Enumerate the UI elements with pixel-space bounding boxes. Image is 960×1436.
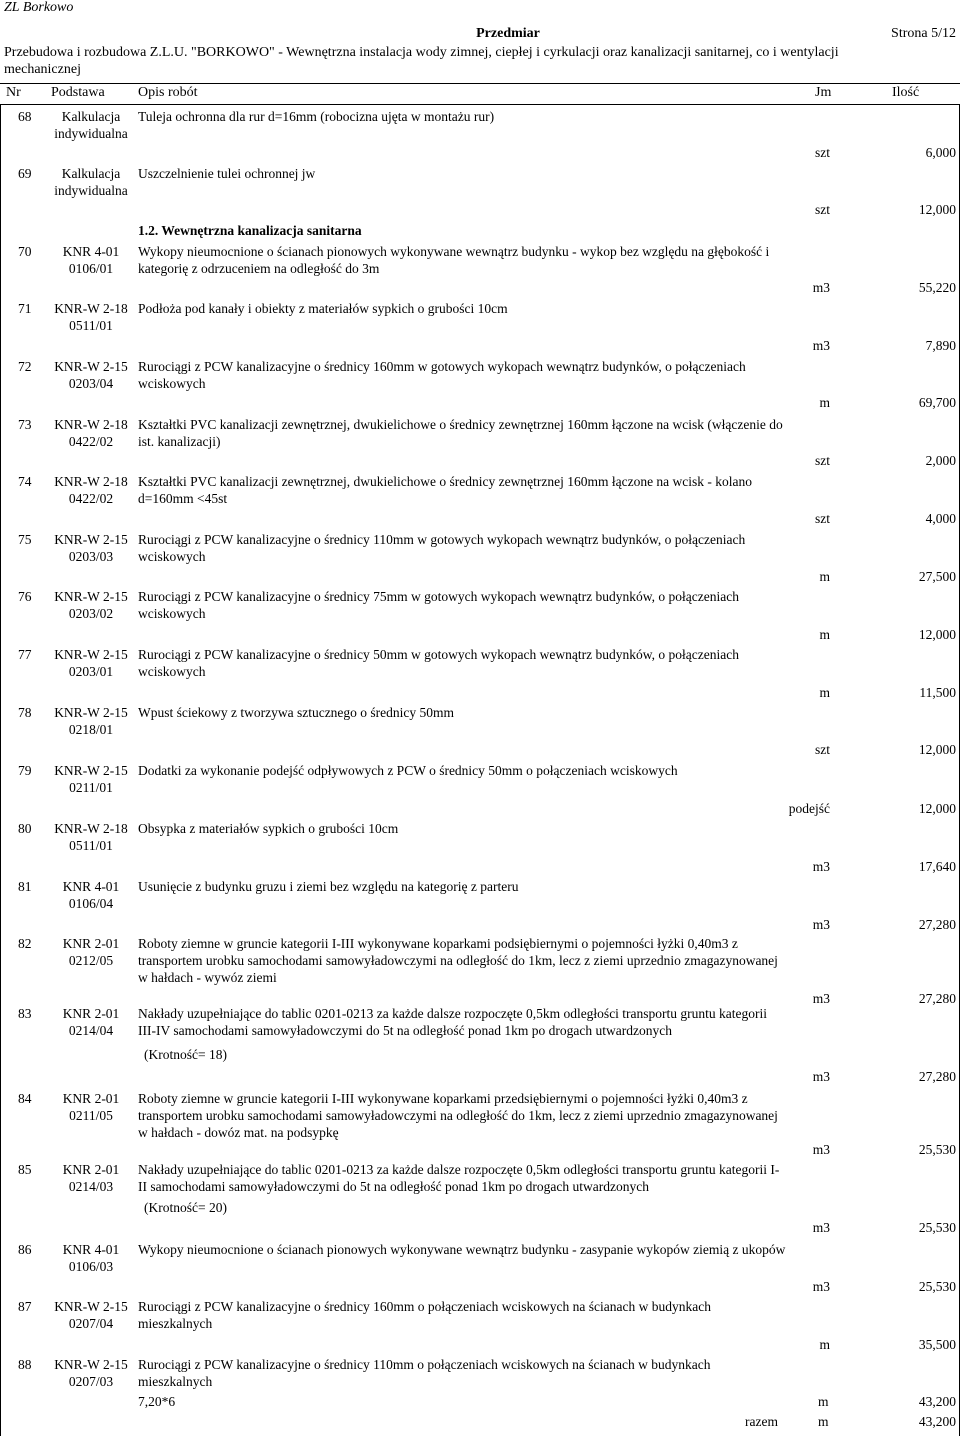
row-podstawa: KNR 4-01 0106/04 — [62, 879, 120, 911]
row-number: 71 — [18, 301, 32, 316]
row-podstawa: KNR-W 2-15 0203/04 — [54, 359, 128, 391]
row-description: Kształtki PVC kanalizacji zewnętrznej, dwukielichowe o średnicy zewnętrznej 160mm łączone na wcisk - kolano d=160mm <45st — [138, 474, 753, 506]
row-description: Dodatki za wykonanie podejść odpływowych z PCW o średnicy 50mm o połączeniach wciskowych — [138, 763, 678, 778]
row-number: 72 — [18, 359, 32, 374]
row-quantity: 4,000 — [925, 511, 956, 526]
company-name: ZL Borkowo — [4, 0, 74, 15]
row-podstawa: KNR 2-01 0214/04 — [62, 1006, 120, 1038]
row-description: Nakłady uzupełniające do tablic 0201-0213 za każde dalsze rozpoczęte 0,5km odległości transportu gruntu kategorii I-II samochodami samowyładowczymi do 5t na odległość ponad 1km po drogach utwardzonych — [138, 1162, 780, 1194]
row-description: Rurociągi z PCW kanalizacyjne o średnicy 110mm o połączeniach wciskowych na ścianach w budynkach mieszkalnych — [138, 1357, 711, 1389]
row-quantity: 25,530 — [918, 1279, 956, 1294]
formula-jm: m — [818, 1394, 829, 1409]
row-quantity: 69,700 — [918, 395, 956, 410]
row-description: Rurociągi z PCW kanalizacyjne o średnicy 160mm o połączeniach wciskowych na ścianach w budynkach mieszkalnych — [138, 1299, 711, 1331]
row-description: Kształtki PVC kanalizacji zewnętrznej, dwukielichowe o średnicy zewnętrznej 160mm łączone na wcisk (włączenie do ist. kanalizacji) — [138, 417, 783, 449]
row-podstawa: Kalkulacja indywidualna — [54, 109, 128, 141]
row-number: 81 — [18, 879, 32, 894]
col-jm: Jm — [815, 85, 832, 100]
row-jm: m3 — [812, 1142, 830, 1157]
row-quantity: 27,280 — [918, 1069, 956, 1084]
row-quantity: 35,500 — [918, 1337, 956, 1352]
row-jm: m3 — [812, 859, 830, 874]
row-quantity: 12,000 — [918, 742, 956, 757]
row-number: 75 — [18, 532, 32, 547]
col-ilosc: Ilość — [892, 85, 920, 100]
row-number: 87 — [18, 1299, 32, 1314]
section-title: 1.2. Wewnętrzna kanalizacja sanitarna — [138, 223, 362, 238]
row-number: 84 — [18, 1091, 32, 1106]
row-quantity: 2,000 — [925, 453, 956, 468]
row-jm: szt — [815, 202, 830, 217]
row-quantity: 27,280 — [918, 991, 956, 1006]
row-jm: m3 — [812, 280, 830, 295]
row-quantity: 12,000 — [918, 801, 956, 816]
row-jm: m3 — [812, 1279, 830, 1294]
row-quantity: 27,500 — [918, 569, 956, 584]
row-jm: m — [819, 395, 830, 410]
col-podstawa: Podstawa — [51, 85, 105, 100]
row-number: 74 — [18, 474, 32, 489]
row-jm: szt — [815, 145, 830, 160]
row-number: 76 — [18, 589, 32, 604]
row-quantity: 17,640 — [918, 859, 956, 874]
row-quantity: 12,000 — [918, 202, 956, 217]
row-podstawa: KNR-W 2-15 0207/03 — [54, 1357, 128, 1389]
row-number: 85 — [18, 1162, 32, 1177]
row-podstawa: KNR-W 2-15 0203/01 — [54, 647, 128, 679]
row-description: Podłoża pod kanały i obiekty z materiałów sypkich o grubości 10cm — [138, 301, 508, 316]
row-description: Rurociągi z PCW kanalizacyjne o średnicy 160mm w gotowych wykopach wewnątrz budynków, o połączeniach wciskowych — [138, 359, 746, 391]
row-quantity: 11,500 — [919, 685, 956, 700]
row-number: 69 — [18, 166, 32, 181]
row-jm: szt — [815, 453, 830, 468]
razem-jm: m — [818, 1414, 829, 1429]
row-quantity: 25,530 — [918, 1220, 956, 1235]
page-number: Strona 5/12 — [891, 26, 956, 41]
row-podstawa: KNR-W 2-15 0203/03 — [54, 532, 128, 564]
row-podstawa: Kalkulacja indywidualna — [54, 166, 128, 198]
row-description: Rurociągi z PCW kanalizacyjne o średnicy 75mm w gotowych wykopach wewnątrz budynków, o połączeniach wciskowych — [138, 589, 739, 621]
document-title: Przedmiar — [476, 26, 540, 41]
row-podstawa: KNR-W 2-18 0422/02 — [54, 474, 128, 506]
row-jm: m3 — [812, 1220, 830, 1235]
row-krotnosc: (Krotność= 20) — [144, 1200, 227, 1215]
row-description: Tuleja ochronna dla rur d=16mm (robocizna ujęta w montażu rur) — [138, 109, 495, 124]
row-number: 83 — [18, 1006, 32, 1021]
row-number: 70 — [18, 244, 32, 259]
row-podstawa: KNR-W 2-15 0203/02 — [54, 589, 128, 621]
row-jm: m3 — [812, 1069, 830, 1084]
col-opis: Opis robót — [138, 85, 198, 100]
table-border-left — [0, 104, 1, 1436]
row-podstawa: KNR 4-01 0106/01 — [62, 244, 120, 276]
row-description: Nakłady uzupełniające do tablic 0201-0213 za każde dalsze rozpoczęte 0,5km odległości transportu gruntu kategorii III-IV samochodami samowyładowczymi do 5t na odległość ponad 1km po drogach utwardzonych — [138, 1006, 768, 1038]
row-quantity: 27,280 — [918, 917, 956, 932]
formula-text: 7,20*6 — [138, 1394, 176, 1409]
row-description: Rurociągi z PCW kanalizacyjne o średnicy 50mm w gotowych wykopach wewnątrz budynków, o połączeniach wciskowych — [138, 647, 739, 679]
row-number: 68 — [18, 109, 32, 124]
row-description: Wpust ściekowy z tworzywa sztucznego o średnicy 50mm — [138, 705, 455, 720]
row-description: Wykopy nieumocnione o ścianach pionowych wykonywane wewnątrz budynku - zasypanie wykopów ziemią z ukopów — [138, 1242, 786, 1257]
row-podstawa: KNR-W 2-18 0422/02 — [54, 417, 128, 449]
row-description: Obsypka z materiałów sypkich o grubości 10cm — [138, 821, 399, 836]
row-description: Uszczelnienie tulei ochronnej jw — [138, 166, 316, 181]
row-jm: m — [819, 1337, 830, 1352]
row-jm: m3 — [812, 338, 830, 353]
col-nr: Nr — [6, 85, 21, 100]
row-podstawa: KNR 2-01 0214/03 — [62, 1162, 120, 1194]
row-quantity: 6,000 — [925, 145, 956, 160]
row-podstawa: KNR-W 2-15 0218/01 — [54, 705, 128, 737]
row-podstawa: KNR-W 2-18 0511/01 — [54, 301, 128, 333]
row-description: Usunięcie z budynku gruzu i ziemi bez względu na kategorię z parteru — [138, 879, 519, 894]
row-number: 73 — [18, 417, 32, 432]
row-number: 88 — [18, 1357, 32, 1372]
razem-label: razem — [745, 1414, 778, 1429]
row-number: 86 — [18, 1242, 32, 1257]
row-podstawa: KNR-W 2-15 0211/01 — [54, 763, 128, 795]
row-number: 79 — [18, 763, 32, 778]
row-podstawa: KNR-W 2-15 0207/04 — [54, 1299, 128, 1331]
row-quantity: 25,530 — [918, 1142, 956, 1157]
row-podstawa: KNR-W 2-18 0511/01 — [54, 821, 128, 853]
row-description: Roboty ziemne w gruncie kategorii I-III wykonywane koparkami podsiębiernymi o pojemności łyżki 0,40m3 z transportem urobku samochodami samowyładowczymi na odległość do 1km, lecz z ziemi uprzednio zmagazynowanej w hałdach - wywóz ziemi — [138, 936, 778, 985]
row-jm: m — [819, 685, 830, 700]
project-subtitle: Przebudowa i rozbudowa Z.L.U. "BORKOWO" - Wewnętrzna instalacja wody zimnej, ciepłej i cyrkulacji oraz kanalizacji sanitarnej, co i wentylacji mechanicznej — [4, 45, 839, 77]
row-jm: podejść — [788, 801, 830, 816]
row-podstawa: KNR 2-01 0211/05 — [62, 1091, 120, 1123]
row-jm: m3 — [812, 991, 830, 1006]
row-description: Wykopy nieumocnione o ścianach pionowych wykonywane wewnątrz budynku - wykop bez względu na głębokość i kategorię z odrzuceniem na odległość do 3m — [138, 244, 770, 276]
razem-value: 43,200 — [918, 1414, 956, 1429]
row-quantity: 12,000 — [918, 627, 956, 642]
row-podstawa: KNR 2-01 0212/05 — [62, 936, 120, 968]
row-number: 82 — [18, 936, 32, 951]
row-jm: m3 — [812, 917, 830, 932]
formula-value: 43,200 — [918, 1394, 956, 1409]
row-quantity: 7,890 — [925, 338, 956, 353]
row-jm: m — [819, 569, 830, 584]
row-podstawa: KNR 4-01 0106/03 — [62, 1242, 120, 1274]
row-jm: szt — [815, 742, 830, 757]
row-description: Roboty ziemne w gruncie kategorii I-III wykonywane koparkami przedsiębiernymi o pojemności łyżki 0,40m3 z transportem urobku samochodami samowyładowczymi na odległość do 1km, lecz z ziemi uprzednio zmagazynowanej w hałdach - dowóz mat. na podsypkę — [138, 1091, 778, 1140]
row-quantity: 55,220 — [918, 280, 956, 295]
row-description: Rurociągi z PCW kanalizacyjne o średnicy 110mm w gotowych wykopach wewnątrz budynków, o połączeniach wciskowych — [138, 532, 746, 564]
row-number: 80 — [18, 821, 32, 836]
table-header — [0, 83, 960, 105]
row-number: 77 — [18, 647, 32, 662]
row-jm: m — [819, 627, 830, 642]
row-krotnosc: (Krotność= 18) — [144, 1047, 227, 1062]
row-number: 78 — [18, 705, 32, 720]
row-jm: szt — [815, 511, 830, 526]
